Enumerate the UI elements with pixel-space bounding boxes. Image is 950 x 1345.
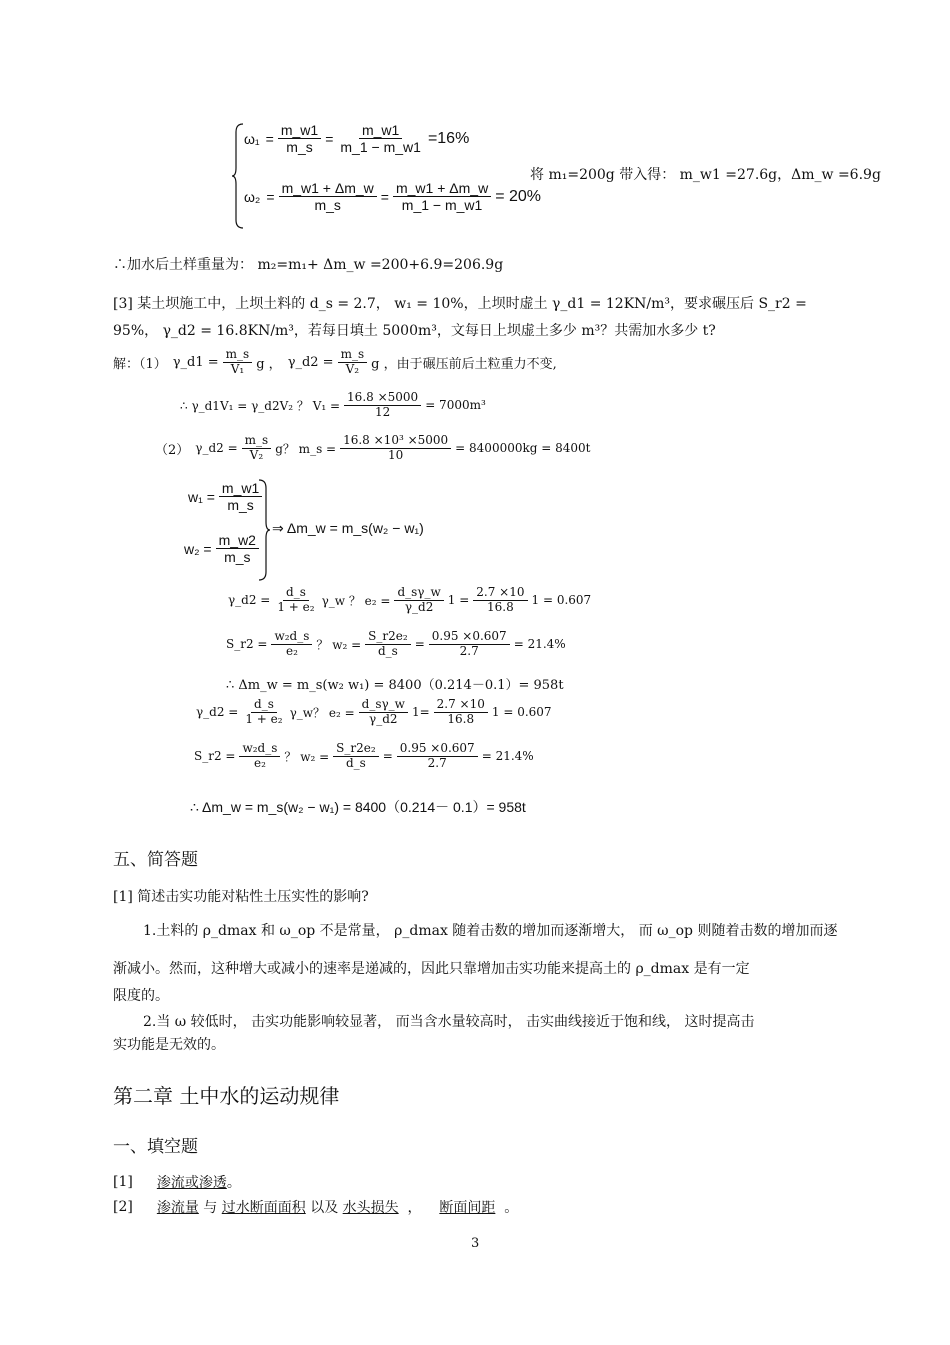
denominator: V₁ <box>230 361 245 376</box>
dmw-result1: ∴ Δm_w = m_s(w₂ w₁) = 8400（0.214－0.1）= 958t <box>226 678 564 693</box>
tail: = 21.4% <box>481 749 534 764</box>
denominator: V₂ <box>345 361 360 376</box>
equals: = <box>382 749 393 764</box>
mid: γ_w？ e₂ = <box>289 705 355 720</box>
numerator: m_w1 <box>278 122 321 139</box>
sr2-line2 <box>194 742 534 771</box>
item-index: [1] <box>113 1174 133 1190</box>
fraction <box>271 630 312 659</box>
answer1-line2: 渐减小。然而，这种增大或减小的速率是递减的，因此只靠增加击实功能来提高土的 ρ_dmax 是有一定 <box>113 961 750 977</box>
numerator: 0.95 ×0.607 <box>429 630 510 645</box>
numerator: m_w2 <box>216 532 259 549</box>
page-number: 3 <box>471 1236 480 1251</box>
problem3-line1: [3] 某土坝施工中，上坝土料的 d_s = 2.7， w₁ = 10%，上坝时虚土 γ_d1 = 12KN/m³，要求碾压后 S_r2 = <box>113 296 807 312</box>
result: = 20% <box>495 187 541 205</box>
mid: ？ w₂ = <box>316 637 362 652</box>
numerator: d_sγ_w <box>394 586 443 601</box>
numerator: m_s <box>338 348 368 363</box>
numerator: m_s <box>242 434 272 449</box>
gamma-e2-line1 <box>228 586 591 615</box>
denominator: 16.8 <box>487 599 514 614</box>
implies-dmw: ⇒ Δm_w = m_s(w₂ − w₁) <box>272 520 424 536</box>
numerator: 2.7 ×10 <box>434 698 488 713</box>
omega1-equation <box>244 122 469 155</box>
solution-step2 <box>155 434 590 463</box>
numerator: 16.8 ×5000 <box>344 391 421 406</box>
result: =16% <box>427 129 470 147</box>
numerator: m_w1 + Δm_w <box>393 180 491 197</box>
denominator: 10 <box>387 447 404 462</box>
right-brace-icon <box>258 478 270 582</box>
w2-equation <box>184 532 263 565</box>
lhs: γ_d2 = <box>196 705 239 720</box>
fraction <box>219 480 262 513</box>
fraction <box>429 630 510 659</box>
fraction <box>338 348 368 377</box>
denominator: m_s <box>286 139 313 156</box>
answer: 水头损失 <box>342 1200 399 1216</box>
numerator: m_w1 <box>359 122 402 139</box>
denominator: d_s <box>346 755 366 770</box>
denominator: m_s <box>224 549 251 566</box>
denominator: 16.8 <box>447 711 475 726</box>
lhs: γ_d1 = <box>172 354 219 370</box>
answer: 过水断面面积 <box>221 1200 306 1216</box>
mid: 1= <box>411 705 430 720</box>
denominator: V₂ <box>249 447 264 462</box>
numerator: 2.7 ×10 <box>473 586 527 601</box>
dmw-result2: ∴ Δm_w = m_s(w₂ − w₁) = 8400（0.214－ 0.1）= 958t <box>190 799 526 815</box>
denominator: m_1 − m_w1 <box>340 139 421 156</box>
tail: g ，由于碾压前后土粒重力不变, <box>371 356 557 372</box>
numerator: 0.95 ×0.607 <box>397 742 478 757</box>
numerator: d_sγ_w <box>359 698 408 713</box>
tail: g ， <box>256 356 282 372</box>
numerator: w₂d_s <box>271 630 312 645</box>
connector: 以及 <box>305 1200 343 1216</box>
answer1-line1: 1.土料的 ρ_dmax 和 ω_op 不是常量， ρ_dmax 随着击数的增加而逐渐增大， 而 ω_op 则随着击数的增加而逐 <box>143 923 838 939</box>
numerator: m_s <box>223 348 253 363</box>
mid: ？ w₂ = <box>284 749 330 764</box>
fraction <box>397 742 478 771</box>
section5-question1: [1] 简述击实功能对粘性土压实性的影响? <box>113 889 369 905</box>
numerator: d_s <box>251 698 277 713</box>
denominator: d_s <box>378 643 398 658</box>
w1-equation <box>188 480 266 513</box>
chapter2-heading: 第二章 土中水的运动规律 <box>113 1084 340 1108</box>
connector: 与 <box>198 1200 222 1216</box>
answer: 渗流量 <box>156 1200 199 1216</box>
fraction <box>344 391 421 420</box>
fraction <box>278 122 321 155</box>
numerator: m_w1 + Δm_w <box>279 180 377 197</box>
solution-step1 <box>113 348 557 377</box>
numerator: d_s <box>283 586 309 601</box>
fraction <box>393 180 491 213</box>
connector: ， <box>398 1200 440 1216</box>
numerator: m_w1 <box>219 480 262 497</box>
left-brace-icon <box>232 122 244 230</box>
fraction <box>223 348 253 377</box>
tail: = 21.4% <box>513 637 566 652</box>
lhs: w₁ = <box>188 488 215 505</box>
fraction <box>337 122 424 155</box>
fraction <box>359 698 408 727</box>
sr2-line1 <box>226 630 566 659</box>
fraction <box>394 586 443 615</box>
fraction <box>274 586 317 615</box>
item-index: [2] <box>113 1199 133 1215</box>
mid: 1 = <box>447 593 470 608</box>
denominator: m_1 − m_w1 <box>401 197 483 214</box>
denominator: 1 + e₂ <box>245 711 283 726</box>
denominator: e₂ <box>253 755 266 770</box>
fraction <box>340 434 451 463</box>
denominator: m_s <box>314 197 341 214</box>
numerator: S_r2e₂ <box>365 630 411 645</box>
tail: = 8400000kg = 8400t <box>455 441 591 456</box>
denominator: 1 + e₂ <box>277 599 315 614</box>
numerator: w₂d_s <box>239 742 280 757</box>
equals: = <box>325 130 334 147</box>
fraction <box>239 742 280 771</box>
step-label: （2） <box>155 442 190 458</box>
fraction <box>473 586 527 615</box>
denominator: e₂ <box>285 643 298 658</box>
lhs: γ_d2 = <box>195 441 238 456</box>
problem3-line2: 95%， γ_d2 = 16.8KN/m³，若每日填土 5000m³，文每日上坝虚土多少 m³？共需加水多少 t? <box>113 323 716 339</box>
numerator: S_r2e₂ <box>333 742 379 757</box>
answer2-line1: 2.当 ω 较低时， 击实功能影响较显著， 而当含水量较高时， 击实曲线接近于饱和线， 这时提高击 <box>143 1014 755 1030</box>
numerator: 16.8 ×10³ ×5000 <box>340 434 451 449</box>
lhs: γ_d2 = <box>228 593 271 608</box>
fraction <box>216 532 259 565</box>
solution-step1-v1 <box>180 391 486 420</box>
mid: γ_w ？ e₂ = <box>321 593 391 608</box>
gamma-e2-line2 <box>196 698 552 727</box>
tail: = 7000m³ <box>425 398 486 413</box>
step-label: 解：（1） <box>113 356 167 372</box>
denominator: γ_d2 <box>369 711 398 726</box>
tail: 1 = 0.607 <box>531 593 592 608</box>
mid: g？ m_s = <box>275 441 337 456</box>
answer1-line3: 限度的。 <box>113 988 169 1004</box>
fraction <box>242 434 272 463</box>
answer: 断面间距 <box>439 1200 496 1216</box>
fraction <box>365 630 411 659</box>
fraction <box>333 742 379 771</box>
lhs: ∴ γ_d1V₁ = γ_d2V₂ ？ V₁ = <box>180 398 341 413</box>
fraction <box>242 698 285 727</box>
substitute-note: 将 m₁=200g 带入得： m_w1 =27.6g，Δm_w =6.9g <box>530 167 881 183</box>
denominator: 2.7 <box>427 755 447 770</box>
equation-brace <box>232 122 244 234</box>
lhs: w₂ = <box>184 540 212 557</box>
equals: = <box>414 637 425 652</box>
fraction <box>279 180 377 213</box>
equals: = <box>380 188 389 205</box>
denominator: γ_d2 <box>404 599 434 614</box>
denominator: 2.7 <box>459 643 479 658</box>
period: 。 <box>226 1175 241 1191</box>
equals: = <box>265 130 274 147</box>
tail: 1 = 0.607 <box>491 705 552 720</box>
lhs: S_r2 = <box>194 749 236 764</box>
answer2-line2: 实功能是无效的。 <box>113 1037 225 1053</box>
fill-item-2 <box>113 1197 518 1217</box>
fraction <box>434 698 488 727</box>
period: 。 <box>495 1200 519 1216</box>
lhs: γ_d2 = <box>287 354 334 370</box>
right-brace <box>258 478 270 586</box>
fill-item-1 <box>113 1172 241 1192</box>
lhs: S_r2 = <box>226 637 268 652</box>
answer: 渗流或渗透 <box>156 1175 227 1191</box>
omega2-equation <box>244 180 541 213</box>
omega1-symbol: ω₁ <box>244 130 260 147</box>
denominator: 12 <box>374 404 391 419</box>
after-water-line: ∴加水后土样重量为： m₂=m₁+ Δm_w =200+6.9=206.9g <box>113 257 504 273</box>
section5-heading: 五、简答题 <box>113 850 198 870</box>
equals: = <box>266 188 275 205</box>
denominator: m_s <box>227 497 254 514</box>
omega2-symbol: ω₂ <box>244 188 261 205</box>
fill-blank-heading: 一、填空题 <box>113 1137 198 1157</box>
